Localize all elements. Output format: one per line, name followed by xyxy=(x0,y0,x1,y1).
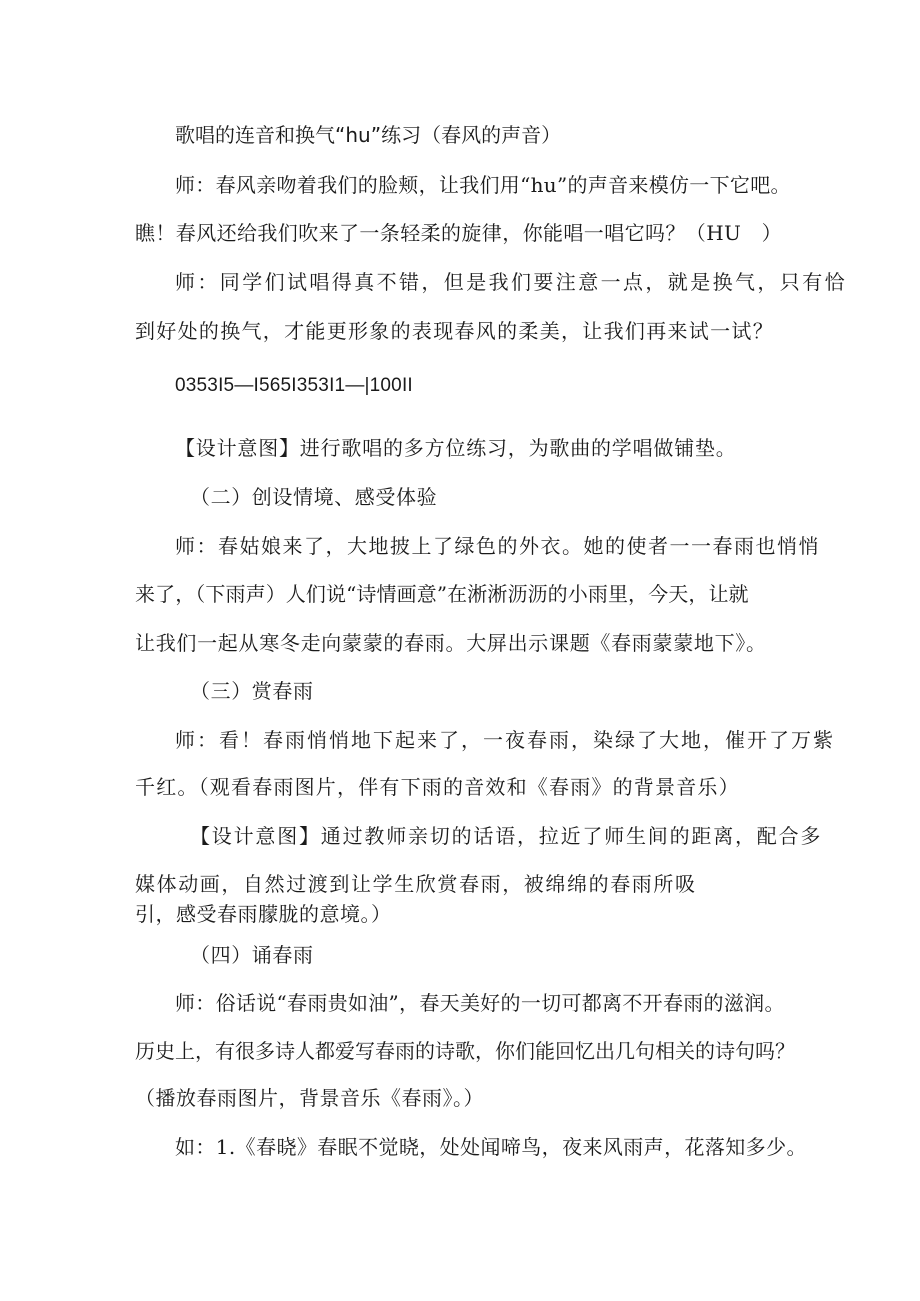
poem-example: 如：1.《春晓》春眠不觉晓，处处闻啼鸟，夜来风雨声，花落知多少。 xyxy=(175,1135,807,1159)
paragraph-line: 师：看！春雨悄悄地下起来了，一夜春雨，染绿了大地，催开了万紫 xyxy=(175,728,835,752)
paragraph-line: 千红。（观看春雨图片，伴有下雨的音效和《春雨》的背景音乐） xyxy=(135,775,740,799)
paragraph-line: 媒体动画，自然过渡到让学生欣赏春雨，被绵绵的春雨所吸 xyxy=(135,872,697,896)
practice-heading: 歌唱的连音和换气“hu”练习（春风的声音） xyxy=(175,123,562,147)
paragraph-line: （播放春雨图片，背景音乐《春雨》。） xyxy=(135,1086,484,1110)
music-notation: 0353I5—I565I353I1—|100II xyxy=(175,375,413,396)
paragraph-line: 历史上，有很多诗人都爱写春雨的诗歌，你们能回忆出几句相关的诗句吗？ xyxy=(135,1039,795,1063)
section-heading: （三）赏春雨 xyxy=(190,679,314,703)
paragraph-line: 引，感受春雨朦胧的意境。） xyxy=(135,902,392,926)
paragraph-line: 瞧！春风还给我们吹来了一条轻柔的旋律，你能唱一唱它吗？（HU ） xyxy=(135,221,782,245)
design-intent-note: 【设计意图】通过教师亲切的话语，拉近了师生间的距离，配合多 xyxy=(190,824,823,848)
design-intent-note: 【设计意图】进行歌唱的多方位练习，为歌曲的学唱做铺垫。 xyxy=(175,436,737,460)
section-heading: （四）诵春雨 xyxy=(190,943,314,967)
paragraph-line: 到好处的换气，才能更形象的表现春风的柔美，让我们再来试一试？ xyxy=(135,319,774,343)
paragraph-line: 让我们一起从寒冬走向蒙蒙的春雨。大屏出示课题《春雨蒙蒙地下》。 xyxy=(135,631,767,655)
paragraph-line: 师：俗话说“春雨贵如油”，春天美好的一切可都离不开春雨的滋润。 xyxy=(175,991,785,1015)
section-heading: （二）创设情境、感受体验 xyxy=(190,485,438,509)
paragraph-line: 师：春姑娘来了，大地披上了绿色的外衣。她的使者一一春雨也悄悄 xyxy=(175,534,820,558)
paragraph-line: 师：春风亲吻着我们的脸颊，让我们用“hu”的声音来模仿一下它吧。 xyxy=(175,173,791,197)
paragraph-line: 师：同学们试唱得真不错，但是我们要注意一点，就是换气，只有恰 xyxy=(175,270,847,294)
paragraph-line: 来了，（下雨声）人们说“诗情画意”在淅淅沥沥的小雨里，今天，让就 xyxy=(135,582,749,606)
